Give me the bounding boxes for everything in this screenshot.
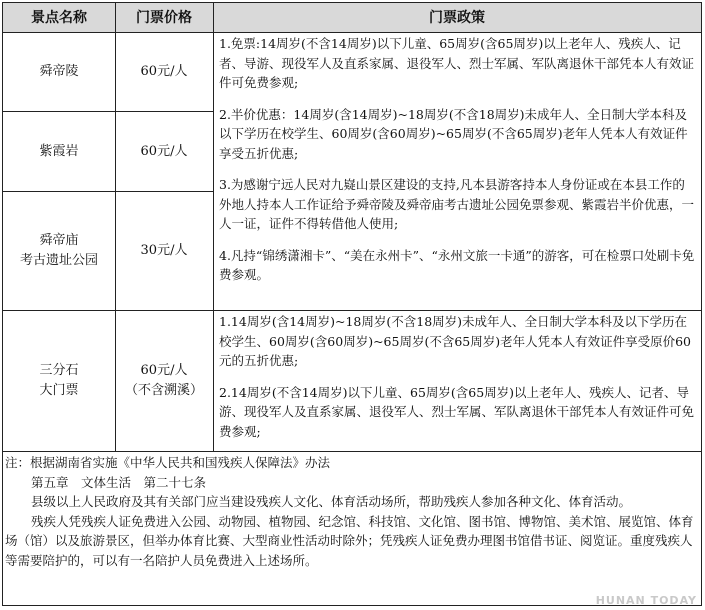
scenic-name-line2: 考古遗址公园	[19, 253, 98, 268]
notes-divider	[3, 451, 701, 452]
ticket-policy-table	[2, 2, 702, 606]
scenic-name-sanfenshi	[3, 311, 115, 451]
scenic-name-line2: 大门票	[39, 383, 79, 398]
header-ticket-policy: 门票政策	[213, 3, 701, 32]
price-zixiayan: 60元/人	[140, 143, 188, 159]
price-shundiling: 60元/人	[140, 64, 188, 79]
scenic-name-shundiling: 舜帝陵	[39, 64, 79, 79]
price-shundimiao: 30元/人	[140, 243, 188, 258]
scenic-name-line1: 舜帝庙	[39, 233, 79, 248]
header-ticket-price: 门票价格	[115, 3, 213, 32]
policy-item: 2.半价优惠：14周岁(含14周岁)~18周岁(不含18周岁)未成年人、全日制大学本科及以下学历在校学生、60周岁(含60周岁)~65周岁(不含65周岁)老年人凭本人有效证件享受五折优惠;	[219, 106, 688, 161]
policy-item: 1.14周岁(含14周岁)~18周岁(不含18周岁)未成年人、全日制大学本科及以下学历在校学生、60周岁(含60周岁)~65周岁(不含65周岁)老年人凭本人有效证件享受原价60元的五折优惠;	[219, 314, 692, 368]
price-line1: 60元/人	[140, 363, 188, 378]
col-divider-2	[213, 3, 214, 451]
note-paragraph-2: 残疾人凭残疾人证免费进入公园、动物园、植物园、纪念馆、科技馆、文化馆、图书馆、博物馆、美术馆、展览馆、体育场（馆）以及旅游景区，但举办体育比赛、大型商业性活动时除外；凭残疾人证免费办理图书馆借书证、阅览证。重度残疾人等需要陪护的，可以有一名陪护人员免费进入上述场所。	[5, 513, 694, 568]
scenic-name-zixiayan: 紫霞岩	[39, 143, 79, 159]
policy-item: 1.免票:14周岁(不含14周岁)以下儿童、65周岁(含65周岁)以上老年人、残疾人、记者、导游、现役军人及直系家属、退役军人、烈士军属、军队离退休干部凭本人有效证件可免费参观;	[219, 36, 695, 90]
policy-item: 4.凡持“锦绣潇湘卡”、“美在永州卡”、“永州文旅一卡通”的游客，可在检票口处刷卡免费参观。	[219, 247, 695, 282]
scenic-name-shundimiao	[3, 192, 115, 310]
price-sanfenshi	[115, 311, 213, 451]
note-chapter: 第五章 文体生活 第二十七条	[31, 474, 207, 490]
price-line2: （不含溯溪）	[124, 383, 203, 398]
header-scenic-name: 景点名称	[3, 3, 115, 32]
legal-note	[5, 453, 697, 570]
policy-group-1	[215, 34, 701, 285]
policy-item: 2.14周岁(不含14周岁)以下儿童、65周岁(含65周岁)以上老年人、残疾人、记者、导游、现役军人及直系家属、退役军人、烈士军属、军队离退休干部凭本人有效证件可免费参观;	[219, 384, 695, 439]
scenic-name-line1: 三分石	[39, 363, 79, 378]
policy-item: 3.为感谢宁远人民对九嶷山景区建设的支持,凡本县游客持本人身份证或在本县工作的外地人持本人工作证给予舜帝陵及舜帝庙考古遗址公园免票参观、紫霞岩半价优惠，一人一证，证件不得转借他人使用;	[219, 177, 695, 231]
policy-group-2	[215, 312, 701, 441]
note-heading: 注：根据湖南省实施《中华人民共和国残疾人保障法》办法	[5, 455, 331, 470]
watermark: HUNAN TODAY	[595, 594, 697, 607]
note-paragraph-1: 县级以上人民政府及其有关部门应当建设残疾人文化、体育活动场所，帮助残疾人参加各种文化、体育活动。	[31, 494, 632, 509]
